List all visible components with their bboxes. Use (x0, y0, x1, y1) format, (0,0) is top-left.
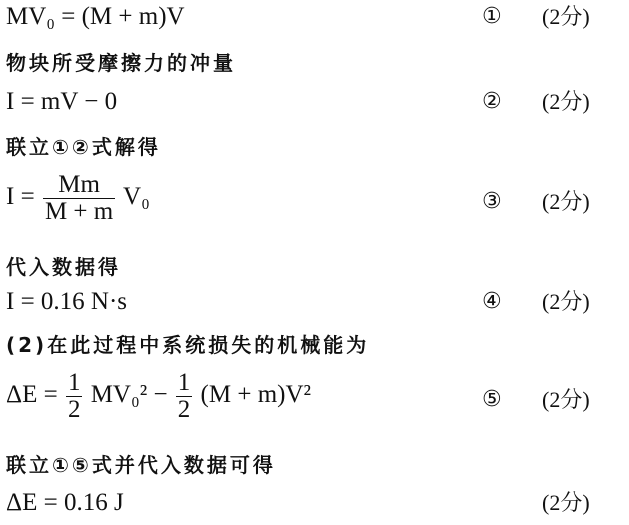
equation-2-score: (2分) (542, 89, 590, 114)
equation-5-number: ⑤ (482, 387, 502, 412)
equation-5-fraction-2-numerator: 1 (177, 369, 191, 396)
equation-1-score: (2分) (542, 4, 590, 29)
equation-6-score: (2分) (542, 490, 590, 515)
equation-5-fraction-2-denominator: 2 (177, 396, 191, 423)
equation-4: I = 0.16 N·s (6, 288, 128, 315)
equation-3-number: ③ (482, 189, 502, 214)
text-4: (2)在此过程中系统损失的机械能为 (6, 333, 370, 357)
equation-3-score: (2分) (542, 189, 590, 214)
equation-3-fraction (43, 172, 115, 225)
equation-2: I = mV − 0 (6, 88, 118, 115)
equation-5-tail: (M + m)V² (200, 381, 312, 409)
equation-4-number: ④ (482, 289, 502, 314)
equation-5-middle: MV₀² − (90, 381, 168, 409)
equation-5-fraction-1-denominator: 2 (67, 396, 81, 423)
equation-5-score: (2分) (542, 387, 590, 412)
equation-3-lhs: I = (6, 183, 35, 211)
equation-3-tail: V₀ (123, 183, 150, 211)
text-5: 联立①⑤式并代入数据可得 (6, 453, 276, 477)
equation-5-fraction-1 (66, 370, 83, 423)
equation-2-number: ② (482, 89, 502, 114)
text-2: 联立①②式解得 (6, 135, 161, 159)
equation-3-numerator: Mm (58, 171, 100, 198)
equation-5 (6, 370, 311, 423)
equation-6: ΔE = 0.16 J (6, 489, 124, 516)
equation-5-lhs: ΔE = (6, 381, 58, 409)
equation-1: MV₀ = (M + m)V (6, 3, 185, 30)
equation-5-fraction-1-numerator: 1 (67, 369, 81, 396)
equation-5-fraction-2 (176, 370, 193, 423)
text-3: 代入数据得 (6, 255, 121, 279)
equation-4-score: (2分) (542, 289, 590, 314)
equation-1-number: ① (482, 4, 502, 29)
text-1: 物块所受摩擦力的冲量 (6, 51, 236, 75)
equation-3-denominator: M + m (44, 198, 114, 225)
equation-3 (6, 172, 150, 225)
